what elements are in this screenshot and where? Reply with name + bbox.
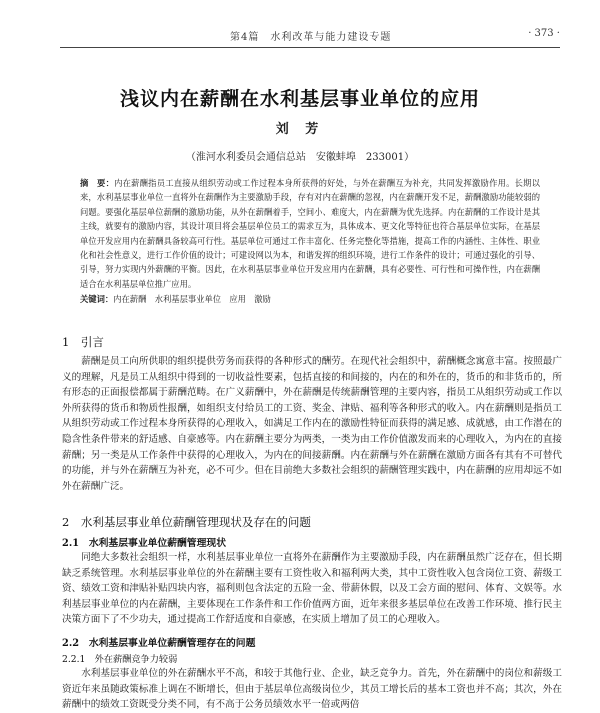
author-affiliation: （淮河水利委员会通信总站 安徽蚌埠 233001） xyxy=(185,152,415,163)
abstract-label: 摘 要： xyxy=(80,178,115,188)
abstract xyxy=(80,176,540,291)
section-1-heading: 1 引言 xyxy=(62,335,104,349)
author-name: 刘 芳 xyxy=(275,122,325,137)
running-header xyxy=(60,28,560,46)
keywords xyxy=(80,293,540,305)
section-2-2-1-paragraph: 水利基层事业单位的外在薪酬水平不高，和较于其他行业、企业，缺乏竞争力。首先，外在薪酬中的岗位和薪级工资近年来虽随政策标准上调在不断增长，但由于基层单位高级岗位少，其员工增长后的基本工资也并不高；其次，外在薪酬中的绩效工资既受分类不同，有不高于公务员绩效水平一倍或两倍 xyxy=(62,668,562,711)
page-number: · 373 · xyxy=(528,28,560,39)
section-1-paragraph: 薪酬是员工向所供职的组织提供劳务而获得的各种形式的酬劳。在现代社会组织中，薪酬概念寓意丰富。按照最广义的理解，凡是员工从组织中得到的一切收益性要素，包括直接的和间接的，内在的和外在的，货币的和非货币的，所有形态的正面报偿都属于薪酬范畴。在广义薪酬中，外在薪酬是传统薪酬管理的主要内容，指员工从组织劳动或工作以外所获得的货币和物质性报酬，如组织支付给员工的工资、奖金、津贴、福利等各种形式的收入。内在薪酬则是指员工从组织劳动或工作过程本身所获得的心理收入，如满足工作内在的激励性特征而获得的满足感、成就感，由工作潜在的隐含性条件带来的舒适感、自豪感等。内在薪酬主要分为两类，一类为由工作价值激发而来的心理收入，为内在的直接薪酬；另一类是从工作条件中获得的心理收入，为内在的间接薪酬。内在薪酬与外在薪酬在激励方面各有其有不可替代的功能，并与外在薪酬互为补充，必不可少。但在目前绝大多数社会组织的薪酬管理实践中，内在薪酬的应用却远不如外在薪酬广泛。 xyxy=(62,356,562,492)
section-2-2-1-heading: 2.2.1 外在薪酬竞争力较弱 xyxy=(62,654,178,665)
section-2-2-heading: 2.2 水利基层事业单位薪酬管理存在的问题 xyxy=(62,638,256,649)
section-2-heading: 2 水利基层事业单位薪酬管理现状及存在的问题 xyxy=(62,515,311,529)
keywords-label: 关键词： xyxy=(80,294,114,304)
header-divider xyxy=(60,47,560,48)
abstract-text: 内在薪酬指员工直接从组织劳动或工作过程本身所获得的好处，与外在薪酬互为补充，共同发挥激励作用。长期以来，水利基层事业单位一直将外在薪酬作为主要激励手段，存有对内在薪酬的忽视，内在薪酬开发不足，薪酬激励功能较弱的问题。要强化基层单位薪酬的激励功能，从外在薪酬着手，空间小、难度大，内在薪酬为优先选择。内在薪酬的工作设计是其主线，就要有的激励内容，其设计项目将会基层单位员工的需求互为，具体成本、更文化等特征也符合基层单位实际，在基层单位开发应用内在薪酬具备较高可行性。基层单位可通过工作丰富化、任务完整化等措施，提高工作的内涵性、主体性、职业化和社会性意义，进行工作价值的设计；可建设网以为本，和谐发挥的组织环境，进行工作条件的设计；可通过强化的引导、引导，努力实现内外薪酬的平衡。因此，在水利基层事业单位开发应用内在薪酬，具有必要性、可行性和可操作性，内在薪酬适合在水利基层单位推广应用。 xyxy=(80,178,540,289)
article-title: 浅议内在薪酬在水利基层事业单位的应用 xyxy=(119,88,480,110)
section-2-1-heading: 2.1 水利基层事业单位薪酬管理现状 xyxy=(62,538,226,549)
section-2-1-paragraph: 同绝大多数社会组织一样，水利基层事业单位一直将外在薪酬作为主要激励手段，内在薪酬虽然广泛存在，但长期缺乏系统管理。水利基层事业单位的外在薪酬主要有工资性收入和福利两大类，其中工资性收入包含岗位工资、薪级工资、绩效工资和津贴补贴四块内容，福利则包含法定的五险一金、带薪休假，以及工会方面的慰问、体育、文娱等。水利基层事业单位的内在薪酬，主要体现在工作条件和工作价值两方面，近年来很多基层单位在改善工作环境、推行民主决策方面下了不少功夫，通过提高工作舒适度和自豪感，在实质上增加了员工的心理收入。 xyxy=(62,552,562,626)
running-header-section: 第4篇 水利改革与能力建设专题 xyxy=(230,32,392,43)
keywords-text: 内在薪酬 水利基层事业单位 应用 激励 xyxy=(113,294,271,304)
